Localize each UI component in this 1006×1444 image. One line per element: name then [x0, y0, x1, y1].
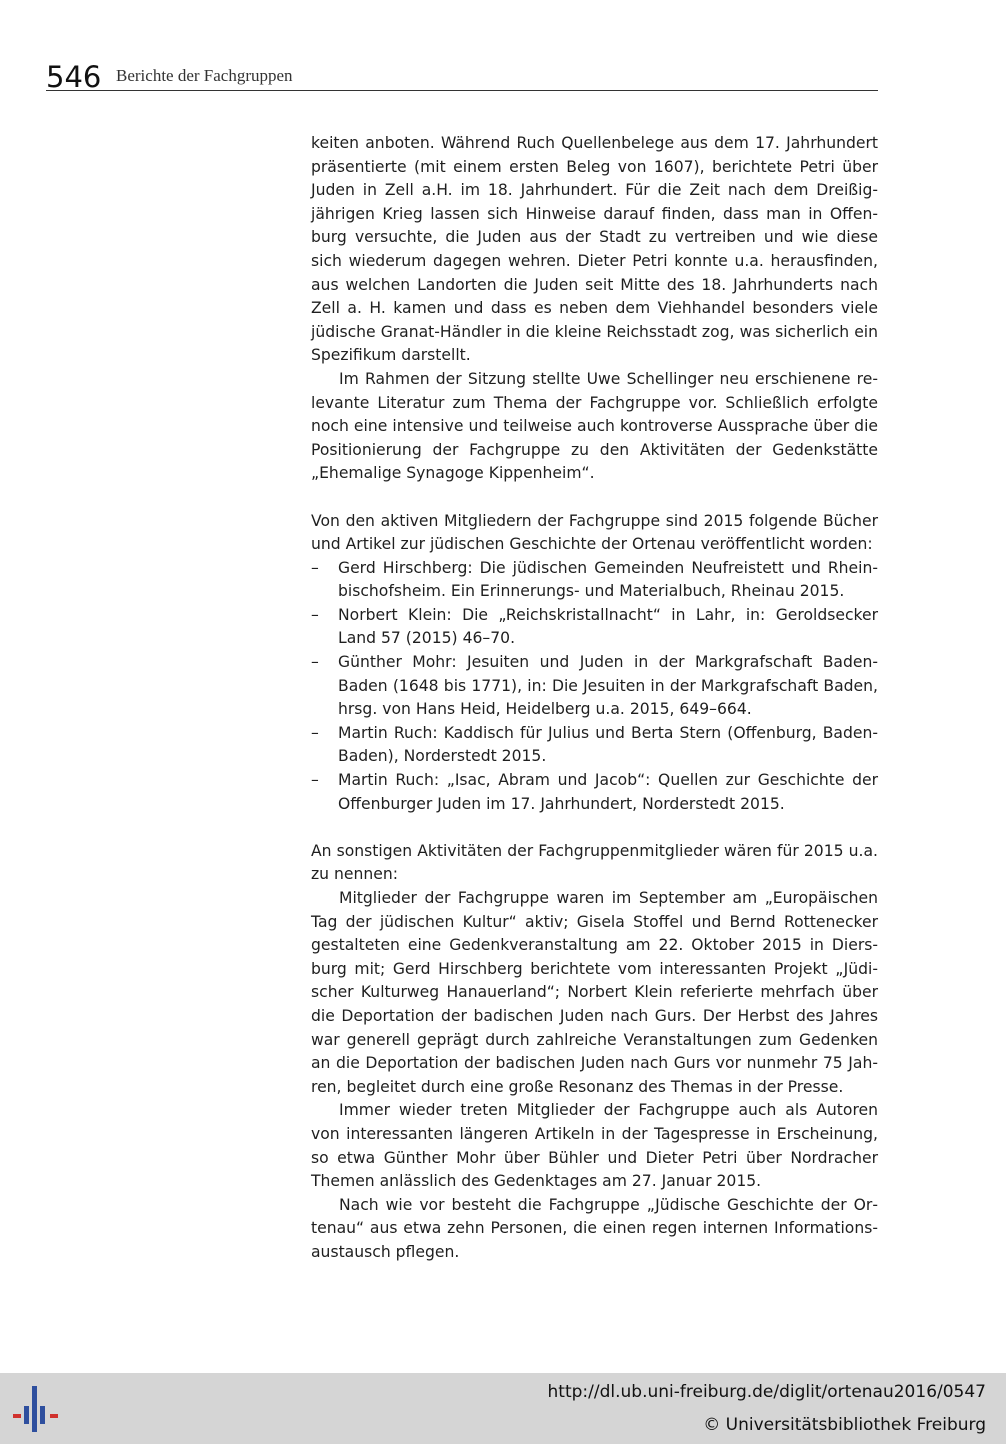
copyright-notice: © Universitätsbibliothek Freiburg: [703, 1415, 986, 1435]
list-dash: –: [311, 723, 319, 742]
list-item: – Norbert Klein: Die „Reichskristallnacht“ in Lahr, in: Geroldsecker Land 57 (2015) 46–70.: [311, 605, 878, 648]
library-footer: [0, 1373, 1006, 1444]
list-dash: –: [311, 771, 319, 790]
list-dash: –: [311, 558, 319, 577]
page-number: 546: [46, 60, 102, 94]
section-gap: [311, 816, 878, 840]
list-item: – Gerd Hirschberg: Die jüdischen Gemeinden Neufreistett und Rheinbischofsheim. Ein Erinnerungs- und Materialbuch, Rheinau 2015.: [311, 558, 878, 601]
source-url[interactable]: http://dl.ub.uni-freiburg.de/diglit/ortenau2016/0547: [547, 1382, 986, 1402]
list-dash: –: [311, 605, 319, 624]
section-gap: [311, 486, 878, 510]
paragraph-activities-intro: An sonstigen Aktivitäten der Fachgruppenmitglieder wären für 2015 u.a. zu nennen:: [311, 841, 878, 884]
running-title: Berichte der Fachgruppen: [116, 66, 293, 85]
list-item: – Martin Ruch: Kaddisch für Julius und Berta Stern (Offenburg, Baden-Baden), Norderstedt 2015.: [311, 723, 878, 766]
running-header: [46, 60, 878, 94]
paragraph-authors: Immer wieder treten Mitglieder der Fachgruppe auch als Autoren von interessanten längeren Artikeln in der Tagespresse in Erscheinung, so etwa Günther Mohr über Bühler und Dieter Petri über Nordracher Themen anlässlich des Gedenktages am 27. Januar 2015.: [311, 1101, 878, 1191]
paragraph-publications-intro: Von den aktiven Mitgliedern der Fachgruppe sind 2015 folgende Bücher und Artikel zur jüdischen Geschichte der Ortenau veröffentlicht worden:: [311, 511, 878, 554]
paragraph-group-size: Nach wie vor besteht die Fachgruppe „Jüdische Geschichte der Ortenau“ aus etwa zehn Personen, die einen regen internen Informationsaustausch pflegen.: [311, 1195, 878, 1261]
publication-list: [311, 557, 878, 817]
paragraph-activities: Mitglieder der Fachgruppe waren im September am „Europäischen Tag der jüdischen Kultur“ aktiv; Gisela Stoffel und Bernd Rottenecker gestalteten eine Gedenkveranstaltung am 22. Oktober 2015 in Diersburg mit; Gerd Hirschberg berichtete vom interessanten Projekt „Jüdischer Kulturweg Hanauerland“; Norbert Klein referierte mehrfach über die Deportation der badischen Juden nach Gurs. Der Herbst des Jahres war generell geprägt durch zahlreiche Veranstaltungen zum Gedenken an die Deportation der badischen Juden nach Gurs vor nunmehr 75 Jahren, begleitet durch eine große Resonanz des Themas in der Presse.: [311, 889, 878, 1096]
list-item: – Martin Ruch: „Isac, Abram und Jacob“: Quellen zur Geschichte der Offenburger Juden im 17. Jahrhundert, Norderstedt 2015.: [311, 771, 878, 813]
ub-freiburg-logo-icon: [12, 1384, 64, 1434]
paragraph-meeting: Im Rahmen der Sitzung stellte Uwe Schellinger neu erschienene relevante Literatur zum Thema der Fachgruppe vor. Schließlich erfolgte noch eine intensive und teilweise auch kontroverse Aussprache über die Positionierung der Fachgruppe zu den Aktivitäten der Gedenkstätte „Ehemalige Synagoge Kippenheim“.: [311, 369, 878, 483]
paragraph-continued: keiten anboten. Während Ruch Quellenbelege aus dem 17. Jahrhundert präsentierte (mit einem ersten Beleg von 1607), berichtete Petri über Juden in Zell a.H. im 18. Jahrhundert. Für die Zeit nach dem Dreißigjährigen Krieg lassen sich Hinweise darauf finden, dass man in Offenburg versuchte, die Juden aus der Stadt zu vertreiben und wie diese sich wiederum dagegen wehren. Dieter Petri konnte u.a. herausfinden, aus welchen Landorten die Juden seit Mitte des 18. Jahrhunderts nach Zell a. H. kamen und dass es neben dem Viehhandel besonders viele jüdische Granat-Händler in die kleine Reichsstadt zog, was sicherlich ein Spezifikum darstellt.: [311, 134, 878, 365]
main-text: [311, 132, 878, 1265]
list-dash: –: [311, 653, 319, 672]
list-item: – Günther Mohr: Jesuiten und Juden in der Markgrafschaft Baden-Baden (1648 bis 1771), in: Die Jesuiten in der Markgrafschaft Baden, hrsg. von Hans Heid, Heidelberg u.a. 2015, 649–664.: [311, 653, 878, 719]
